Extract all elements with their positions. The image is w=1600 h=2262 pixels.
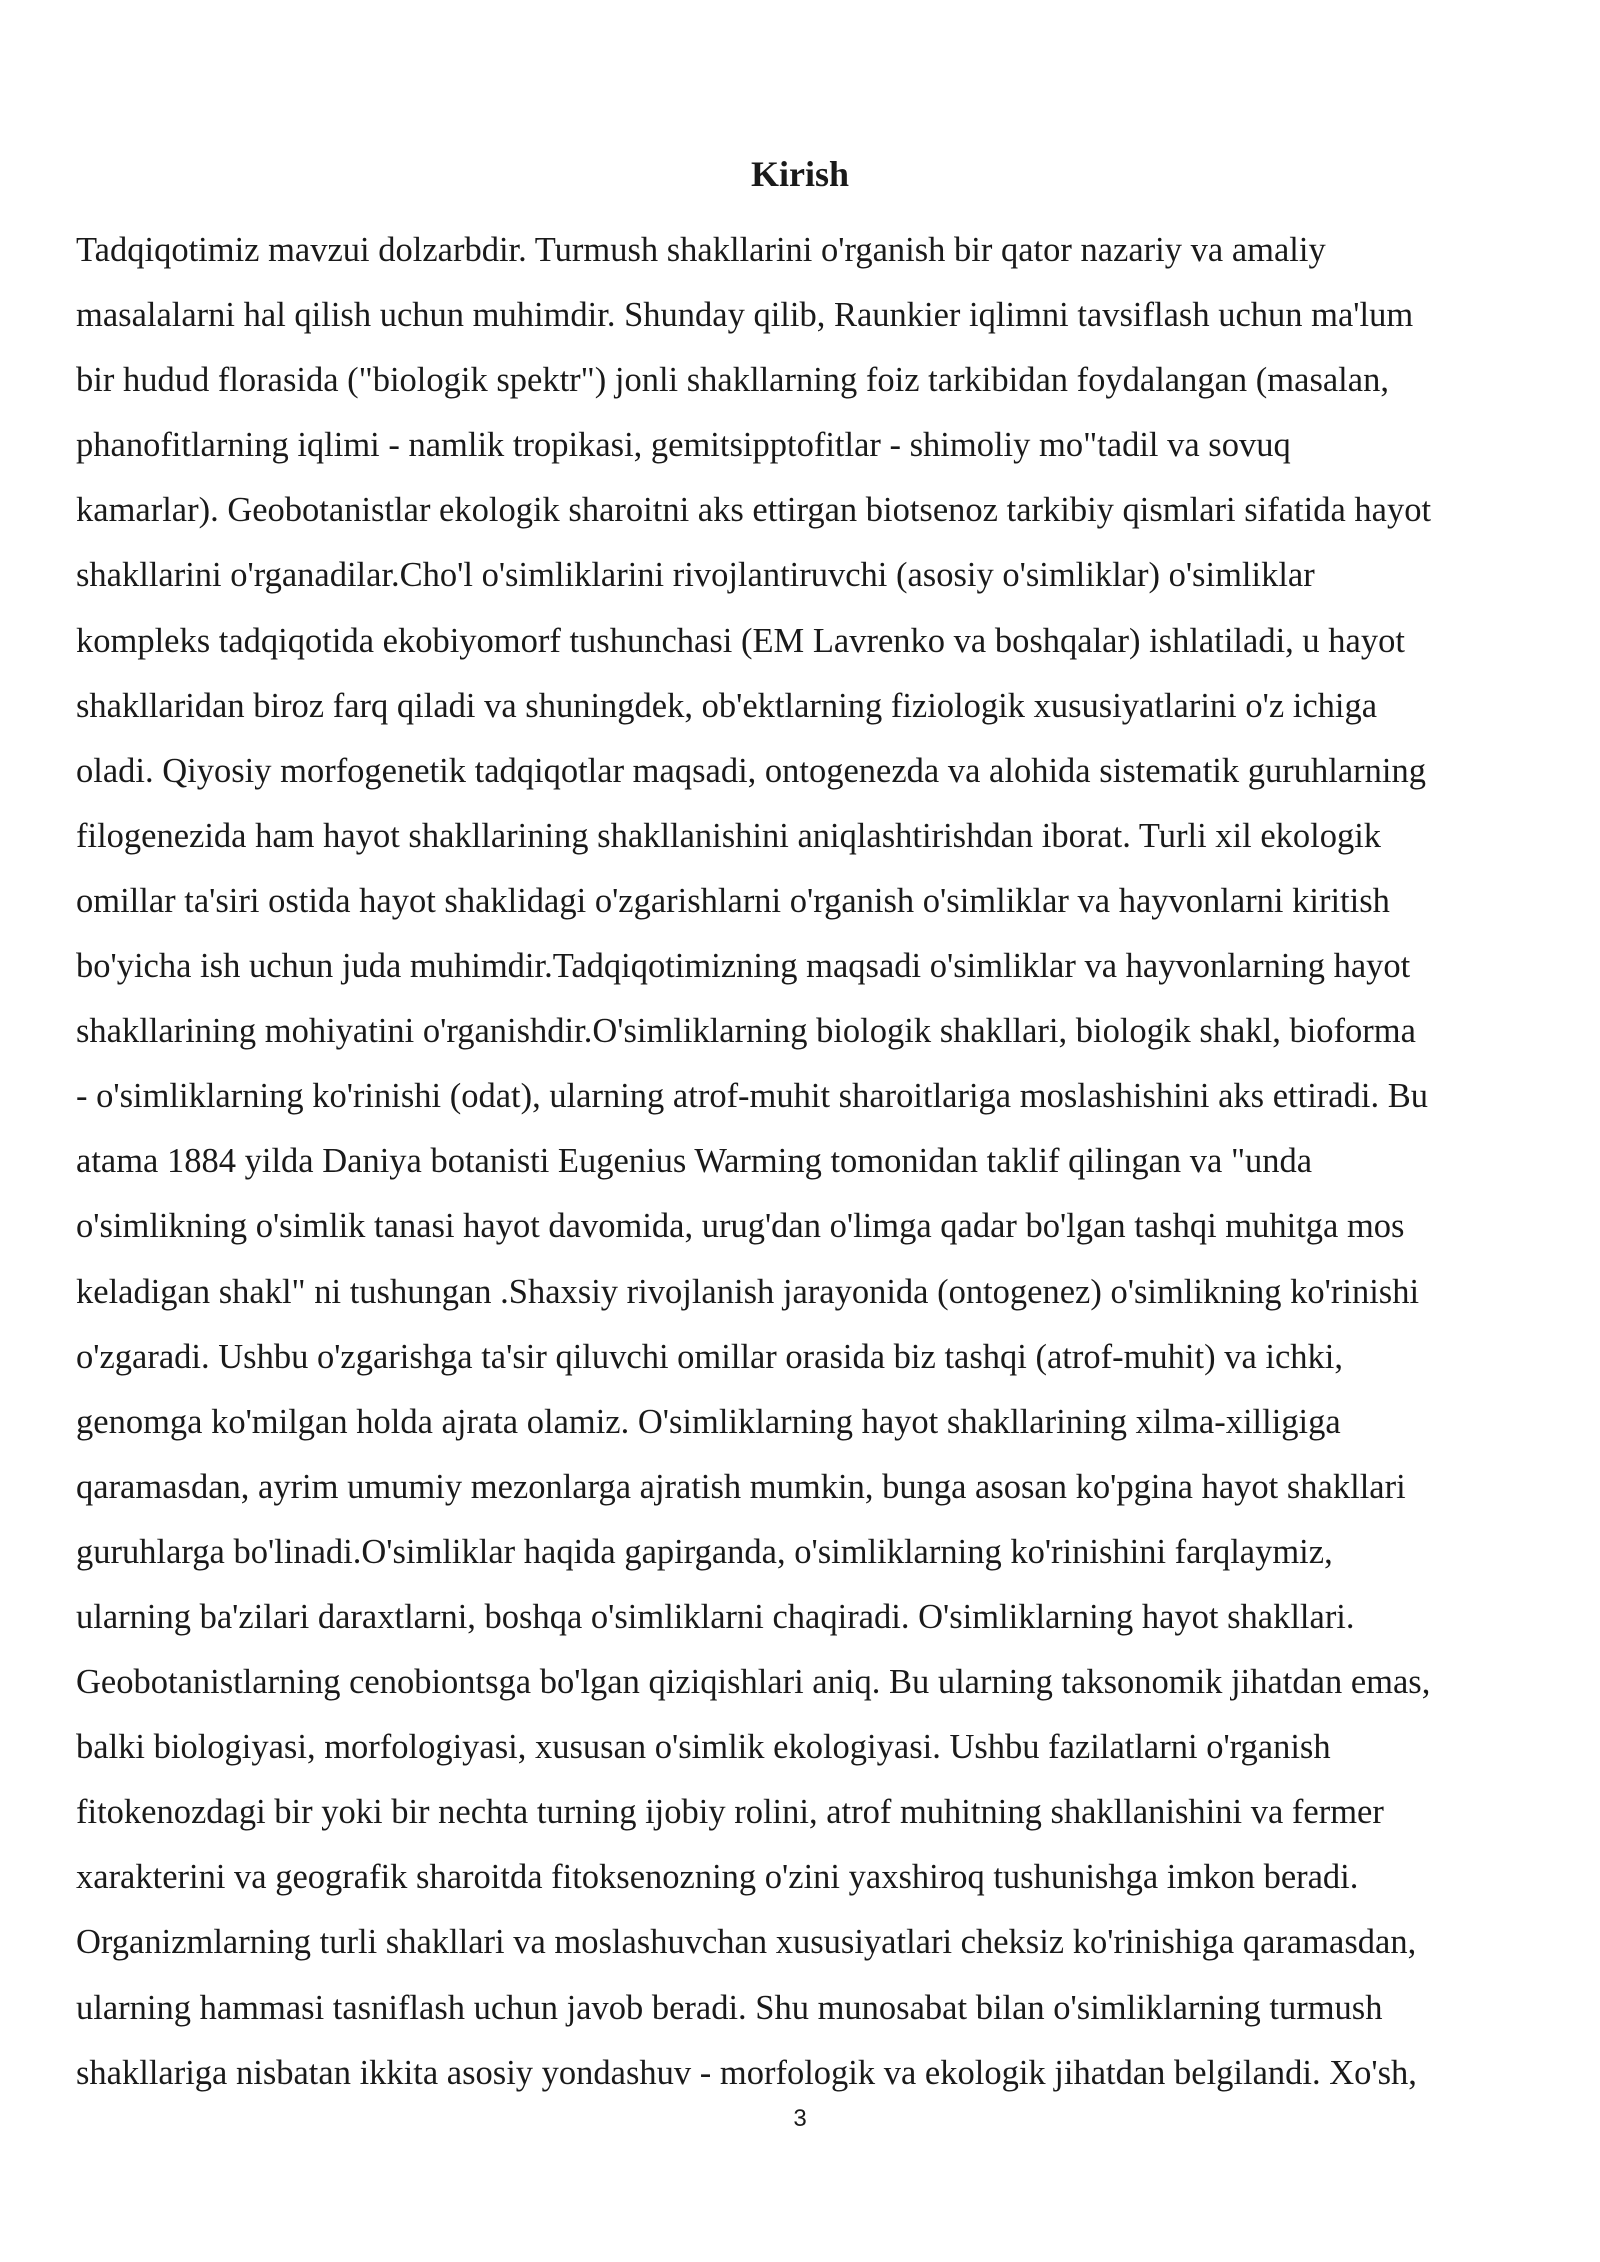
text-line: phanofitlarning iqlimi - namlik tropikasi, gemitsipptofitlar - shimoliy mo"tadil va sovuq [76,426,1291,465]
text-line: filogenezida ham hayot shakllarining shakllanishini aniqlashtirishdan iborat. Turli xil ekologik [76,816,1382,855]
body-paragraph [76,218,1556,2106]
text-line: shakllarini o'rganadilar.Cho'l o'simliklarini rivojlantiruvchi (asosiy o'simliklar) o'simliklar [76,556,1315,595]
text-line: oladi. Qiyosiy morfogenetik tadqiqotlar maqsadi, ontogenezda va alohida sistematik guruhlarning [76,751,1426,790]
text-line: kompleks tadqiqotida ekobiyomorf tushunchasi (EM Lavrenko va boshqalar) ishlatiladi, u hayot [76,621,1405,660]
text-line: fitokenozdagi bir yoki bir nechta turning ijobiy rolini, atrof muhitning shakllanishini va fermer [76,1793,1384,1832]
text-line: bir hudud florasida ("biologik spektr") jonli shakllarning foiz tarkibidan foydalangan (masalan, [76,361,1389,400]
text-line: keladigan shakl" ni tushungan .Shaxsiy rivojlanish jarayonida (ontogenez) o'simlikning ko'rinishi [76,1272,1420,1311]
text-line: Tadqiqotimiz mavzui dolzarbdir. Turmush shakllarini o'rganish bir qator nazariy va amaliy [76,231,1326,269]
text-line: - o'simliklarning ko'rinishi (odat), ularning atrof-muhit sharoitlariga moslashishini aks ettiradi. Bu [76,1077,1428,1116]
text-line: guruhlarga bo'linadi.O'simliklar haqida gapirganda, o'simliklarning ko'rinishini farqlaymiz, [76,1532,1333,1571]
text-line: Organizmlarning turli shakllari va moslashuvchan xususiyatlari cheksiz ko'rinishiga qaramasdan, [76,1923,1417,1962]
text-line: shakllaridan biroz farq qiladi va shuningdek, ob'ektlarning fiziologik xususiyatlarini o'z ichiga [76,686,1378,725]
text-line: ularning ba'zilari daraxtlarni, boshqa o'simliklarni chaqiradi. O'simliklarning hayot shakllari. [76,1597,1355,1636]
text-line: ularning hammasi tasniflash uchun javob beradi. Shu munosabat bilan o'simliklarning turmush [76,1988,1383,2027]
page-number: 3 [793,2105,807,2132]
text-line: atama 1884 yilda Daniya botanisti Eugenius Warming tomonidan taklif qilingan va "unda [76,1142,1313,1181]
text-line: o'zgaradi. Ushbu o'zgarishga ta'sir qiluvchi omillar orasida biz tashqi (atrof-muhit) va ichki, [76,1337,1343,1376]
text-line: balki biologiyasi, morfologiyasi, xususan o'simlik ekologiyasi. Ushbu fazilatlarni o'rganish [76,1728,1331,1767]
text-line: o'simlikning o'simlik tanasi hayot davomida, urug'dan o'limga qadar bo'lgan tashqi muhitga mos [76,1207,1405,1246]
text-line: masalalarni hal qilish uchun muhimdir. Shunday qilib, Raunkier iqlimni tavsiflash uchun ma'lum [76,296,1414,335]
text-line: bo'yicha ish uchun juda muhimdir.Tadqiqotimizning maqsadi o'simliklar va hayvonlarning hayot [76,947,1411,986]
text-line: qaramasdan, ayrim umumiy mezonlarga ajratish mumkin, bunga asosan ko'pgina hayot shakllari [76,1467,1406,1506]
text-line: xarakterini va geografik sharoitda fitoksenozning o'zini yaxshiroq tushunishga imkon beradi. [76,1858,1359,1897]
text-line: genomga ko'milgan holda ajrata olamiz. O'simliklarning hayot shakllarining xilma-xilligiga [76,1402,1341,1441]
text-line: omillar ta'siri ostida hayot shaklidagi o'zgarishlarni o'rganish o'simliklar va hayvonlarni kiritish [76,881,1390,920]
text-line: shakllariga nisbatan ikkita asosiy yondashuv - morfologik va ekologik jihatdan belgilandi. Xo'sh, [76,2053,1417,2092]
section-title: Kirish [750,154,849,194]
text-line: Geobotanistlarning cenobiontsga bo'lgan qiziqishlari aniq. Bu ularning taksonomik jihatdan emas, [76,1663,1431,1702]
text-line: shakllarining mohiyatini o'rganishdir.O'simliklarning biologik shakllari, biologik shakl, bioforma [76,1012,1416,1051]
text-line: kamarlar). Geobotanistlar ekologik sharoitni aks ettirgan biotsenoz tarkibiy qismlari sifatida hayot [76,491,1432,530]
